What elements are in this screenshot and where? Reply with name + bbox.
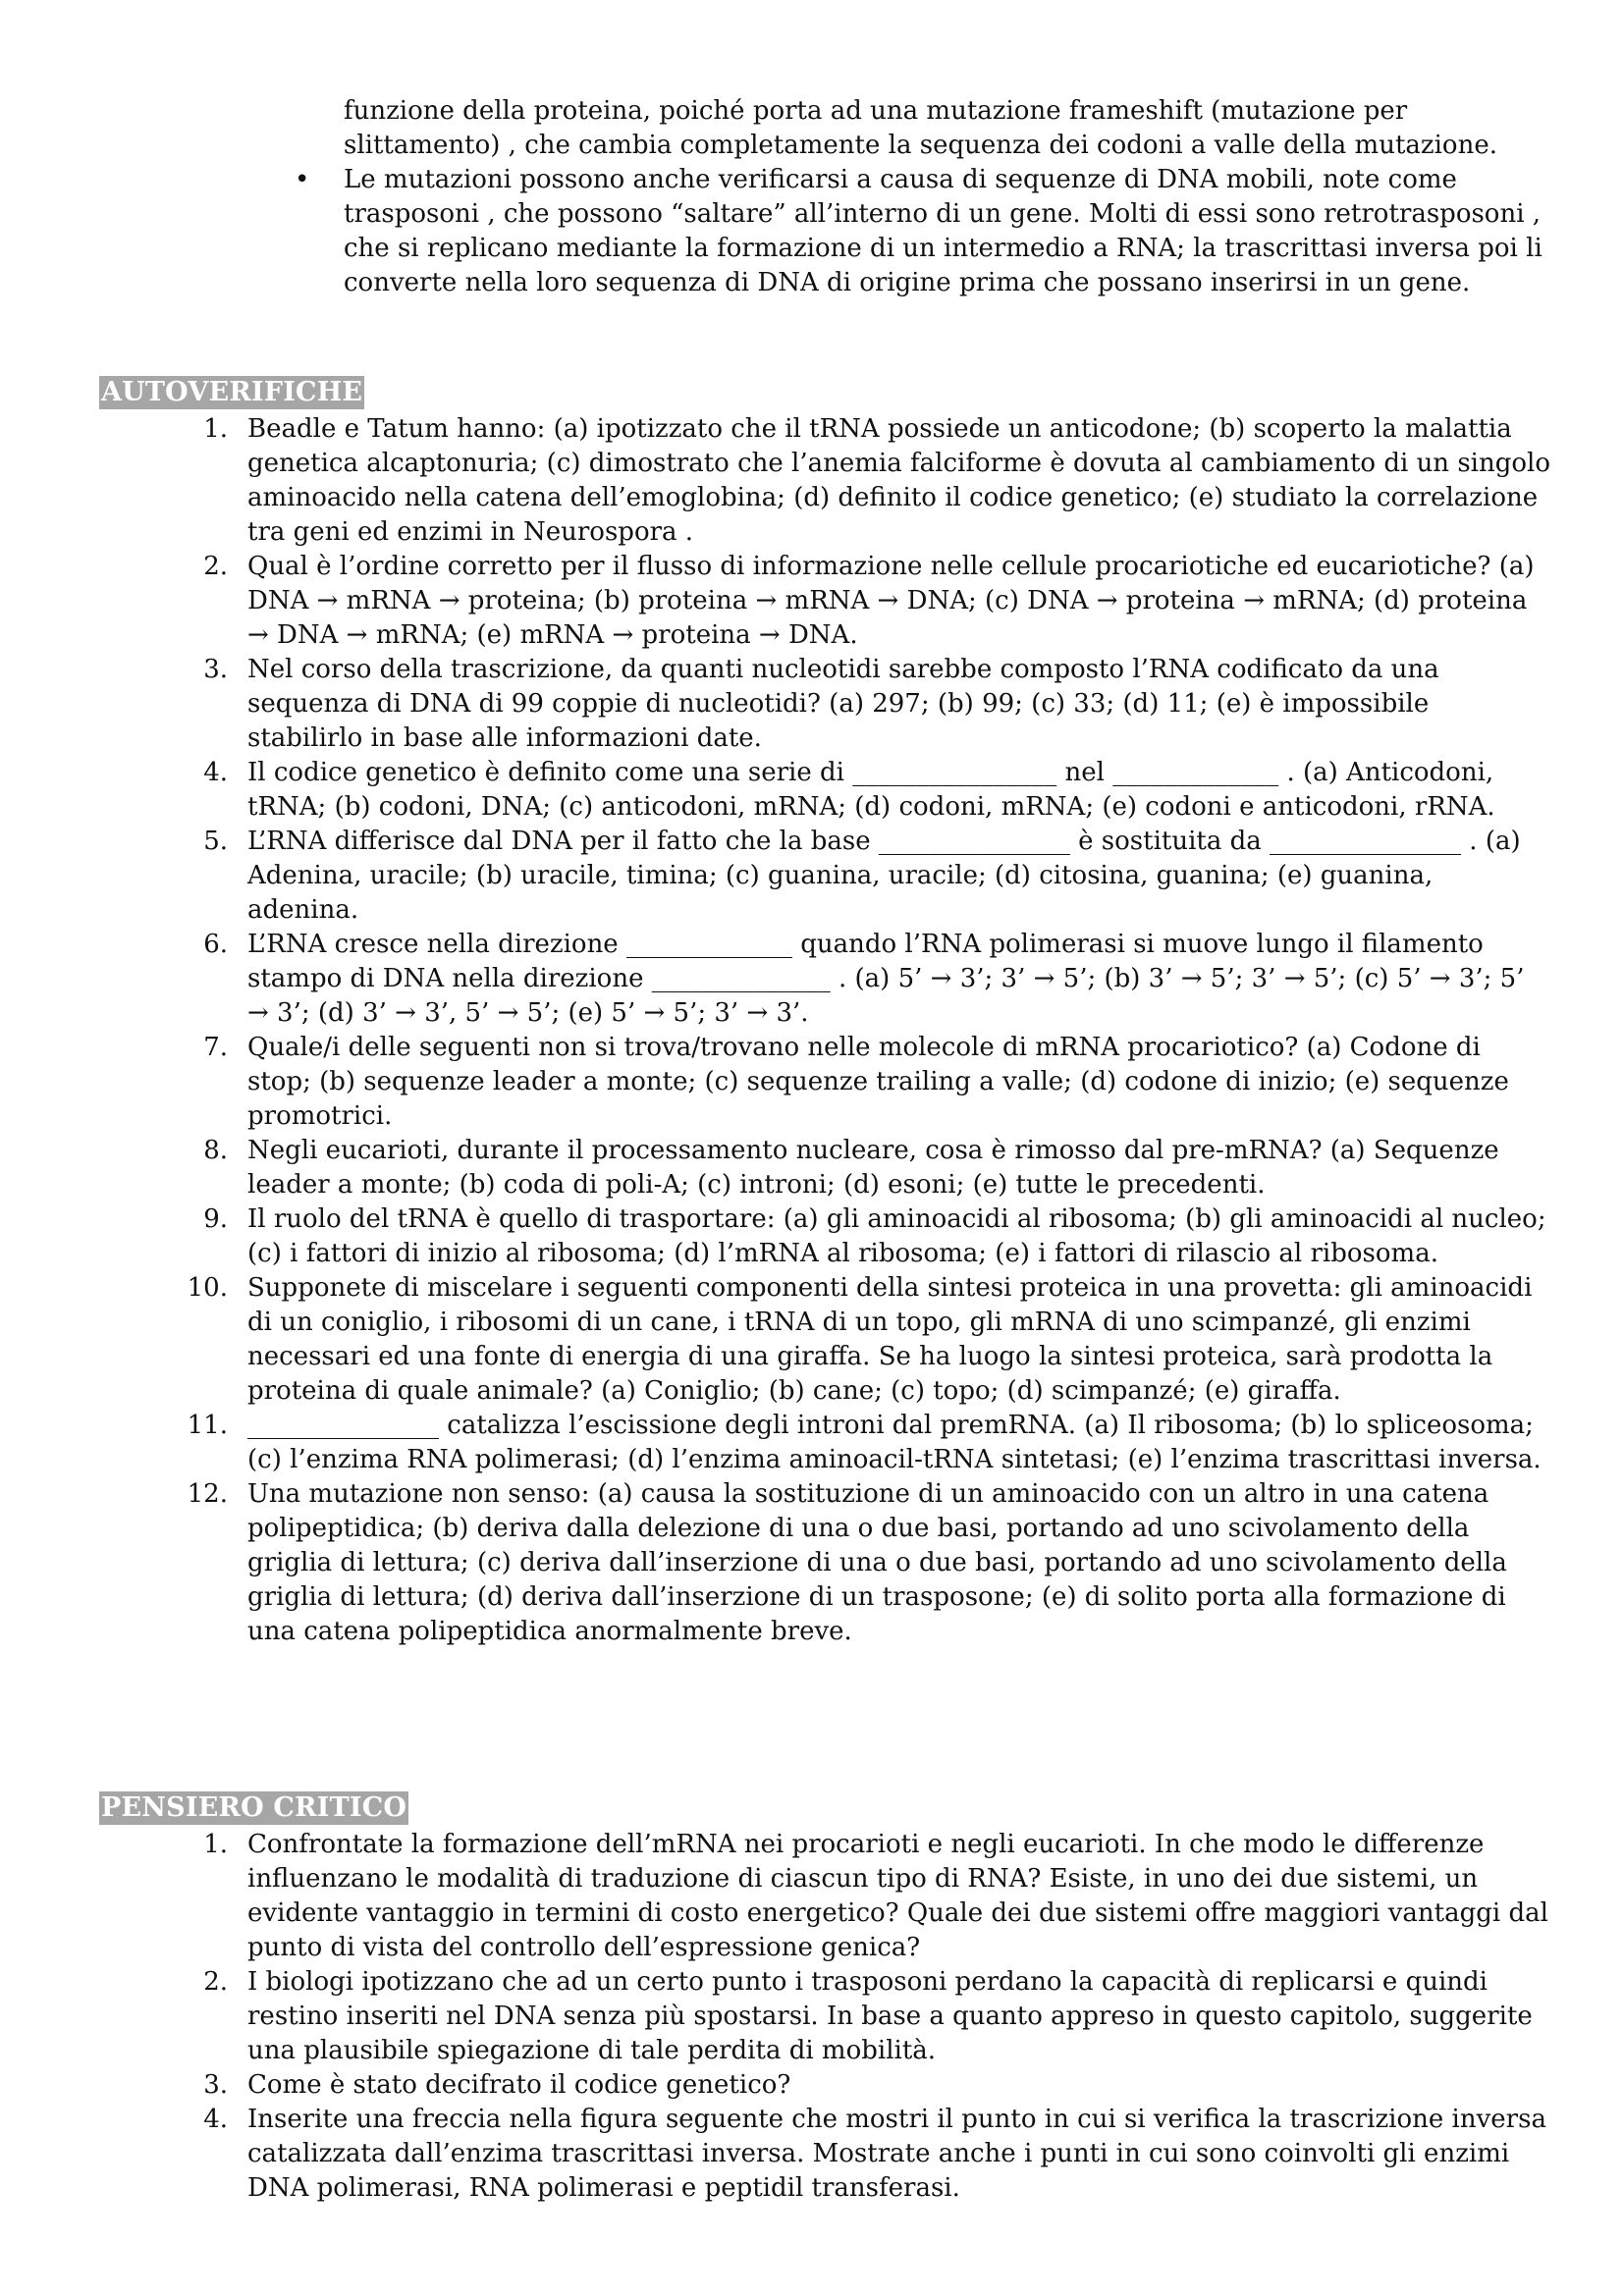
- list-item: 5. L’RNA differisce dal DNA per il fatto che la base _______________ è sostituita da _______________ . (a) Adenina, uracile; (b) uracile, timina; (c) guanina, uracile; (d) citosina, guanina; (e) guanina, adenina.: [203, 827, 1521, 925]
- list-item: 1. Beadle e Tatum hanno: (a) ipotizzato che il tRNA possiede un anticodone; (b) scoperto la malattia genetica alcaptonuria; (c) dimostrato che l’anemia falciforme è dovuta al cambiamento di un singolo aminoacido nella catena dell’emoglobina; (d) definito il codice genetico; (e) studiato la correlazione tra geni ed enzimi in Neurospora .: [203, 414, 1550, 547]
- autoverifiche-heading: AUTOVERIFICHE: [101, 377, 363, 407]
- list-item: 3. Nel corso della trascrizione, da quanti nucleotidi sarebbe composto l’RNA codificato da una sequenza di DNA di 99 coppie di nucleotidi? (a) 297; (b) 99; (c) 33; (d) 11; (e) è impossibile stabilirlo in base alle informazioni date.: [203, 655, 1439, 753]
- autoverifiche-list: [137, 412, 1551, 1649]
- pensiero-critico-list: [137, 1828, 1551, 2206]
- list-item: 2. Qual è l’ordine corretto per il flusso di informazione nelle cellule procariotiche ed eucariotiche? (a) DNA → mRNA → proteina; (b) proteina → mRNA → DNA; (c) DNA → proteina → mRNA; (d) proteina → DNA → mRNA; (e) mRNA → proteina → DNA.: [203, 552, 1535, 650]
- continuation-bullets: [290, 94, 1546, 300]
- list-item: 6. L’RNA cresce nella direzione _____________ quando l’RNA polimerasi si muove lungo il filamento stampo di DNA nella direzione ______________ . (a) 5’ → 3’; 3’ → 5’; (b) 3’ → 5’; 3’ → 5’; (c) 5’ → 3’; 5’ → 3’; (d) 3’ → 3’, 5’ → 5’; (e) 5’ → 5’; 3’ → 3’.: [203, 930, 1525, 1028]
- list-item: 11. _______________ catalizza l’escissione degli introni dal premRNA. (a) Il ribosoma; (b) lo spliceosoma; (c) l’enzima RNA polimerasi; (d) l’enzima aminoacil-tRNA sintetasi; (e) l’enzima trascrittasi inversa.: [187, 1411, 1542, 1474]
- transposon-bullet: • Le mutazioni possono anche verificarsi a causa di sequenze di DNA mobili, note come trasposoni , che possono “saltare” all’interno di un gene. Molti di essi sono retrotrasposoni , che si replicano mediante la formazione di un intermedio a RNA; la trascrittasi inversa poi li converte nella loro sequenza di DNA di origine prima che possano inserirsi in un gene.: [290, 163, 1546, 300]
- list-item: 12. Una mutazione non senso: (a) causa la sostituzione di un aminoacido con un altro in una catena polipeptidica; (b) deriva dalla delezione di una o due basi, portando ad uno scivolamento della griglia di lettura; (c) deriva dall’inserzione di una o due basi, portando ad uno scivolamento della griglia di lettura; (d) deriva dall’inserzione di un trasposone; (e) di solito porta alla formazione di una catena polipeptidica anormalmente breve.: [187, 1479, 1507, 1646]
- pensiero-critico-heading: PENSIERO CRITICO: [101, 1792, 407, 1823]
- list-item: 3. Come è stato decifrato il codice genetico?: [203, 2070, 791, 2100]
- list-item: 9. Il ruolo del tRNA è quello di trasportare: (a) gli aminoacidi al ribosoma; (b) gli aminoacidi al nucleo; (c) i fattori di inizio al ribosoma; (d) l’mRNA al ribosoma; (e) i fattori di rilascio al ribosoma.: [203, 1204, 1546, 1268]
- list-item: 1. Confrontate la formazione dell’mRNA nei procarioti e negli eucarioti. In che modo le differenze influenzano le modalità di traduzione di ciascun tipo di RNA? Esiste, in uno dei due sistemi, un evidente vantaggio in termini di costo energetico? Quale dei due sistemi offre maggiori vantaggi dal punto di vista del controllo dell’espressione genica?: [203, 1830, 1548, 1962]
- list-item: 7. Quale/i delle seguenti non si trova/trovano nelle molecole di mRNA procariotico? (a) Codone di stop; (b) sequenze leader a monte; (c) sequenze trailing a valle; (d) codone di inizio; (e) sequenze promotrici.: [203, 1033, 1509, 1131]
- list-item: 2. I biologi ipotizzano che ad un certo punto i trasposoni perdano la capacità di replicarsi e quindi restino inseriti nel DNA senza più spostarsi. In base a quanto appreso in questo capitolo, suggerite una plausibile spiegazione di tale perdita di mobilità.: [203, 1967, 1533, 2065]
- list-item: 4. Inserite una freccia nella figura seguente che mostri il punto in cui si verifica la trascrizione inversa catalizzata dall’enzima trascrittasi inversa. Mostrate anche i punti in cui sono coinvolti gli enzimi DNA polimerasi, RNA polimerasi e peptidil transferasi.: [203, 2105, 1546, 2203]
- list-item: 4. Il codice genetico è definito come una serie di ________________ nel _____________ . (a) Anticodoni, tRNA; (b) codoni, DNA; (c) anticodoni, mRNA; (d) codoni, mRNA; (e) codoni e anticodoni, rRNA.: [203, 758, 1495, 822]
- list-item: 10. Supponete di miscelare i seguenti componenti della sintesi proteica in una provetta: gli aminoacidi di un coniglio, i ribosomi di un cane, i tRNA di un topo, gli mRNA di uno scimpanzé, gli enzimi necessari ed una fonte di energia di una giraffa. Se ha luogo la sintesi proteica, sarà prodotta la proteina di quale animale? (a) Coniglio; (b) cane; (c) topo; (d) scimpanzé; (e) giraffa.: [187, 1273, 1533, 1406]
- list-item: 8. Negli eucarioti, durante il processamento nucleare, cosa è rimosso dal pre-mRNA? (a) Sequenze leader a monte; (b) coda di poli-A; (c) introni; (d) esoni; (e) tutte le precedenti.: [203, 1136, 1499, 1200]
- continuation-paragraph: funzione della proteina, poiché porta ad una mutazione frameshift (mutazione per slittamento) , che cambia completamente la sequenza dei codoni a valle della mutazione.: [344, 96, 1497, 160]
